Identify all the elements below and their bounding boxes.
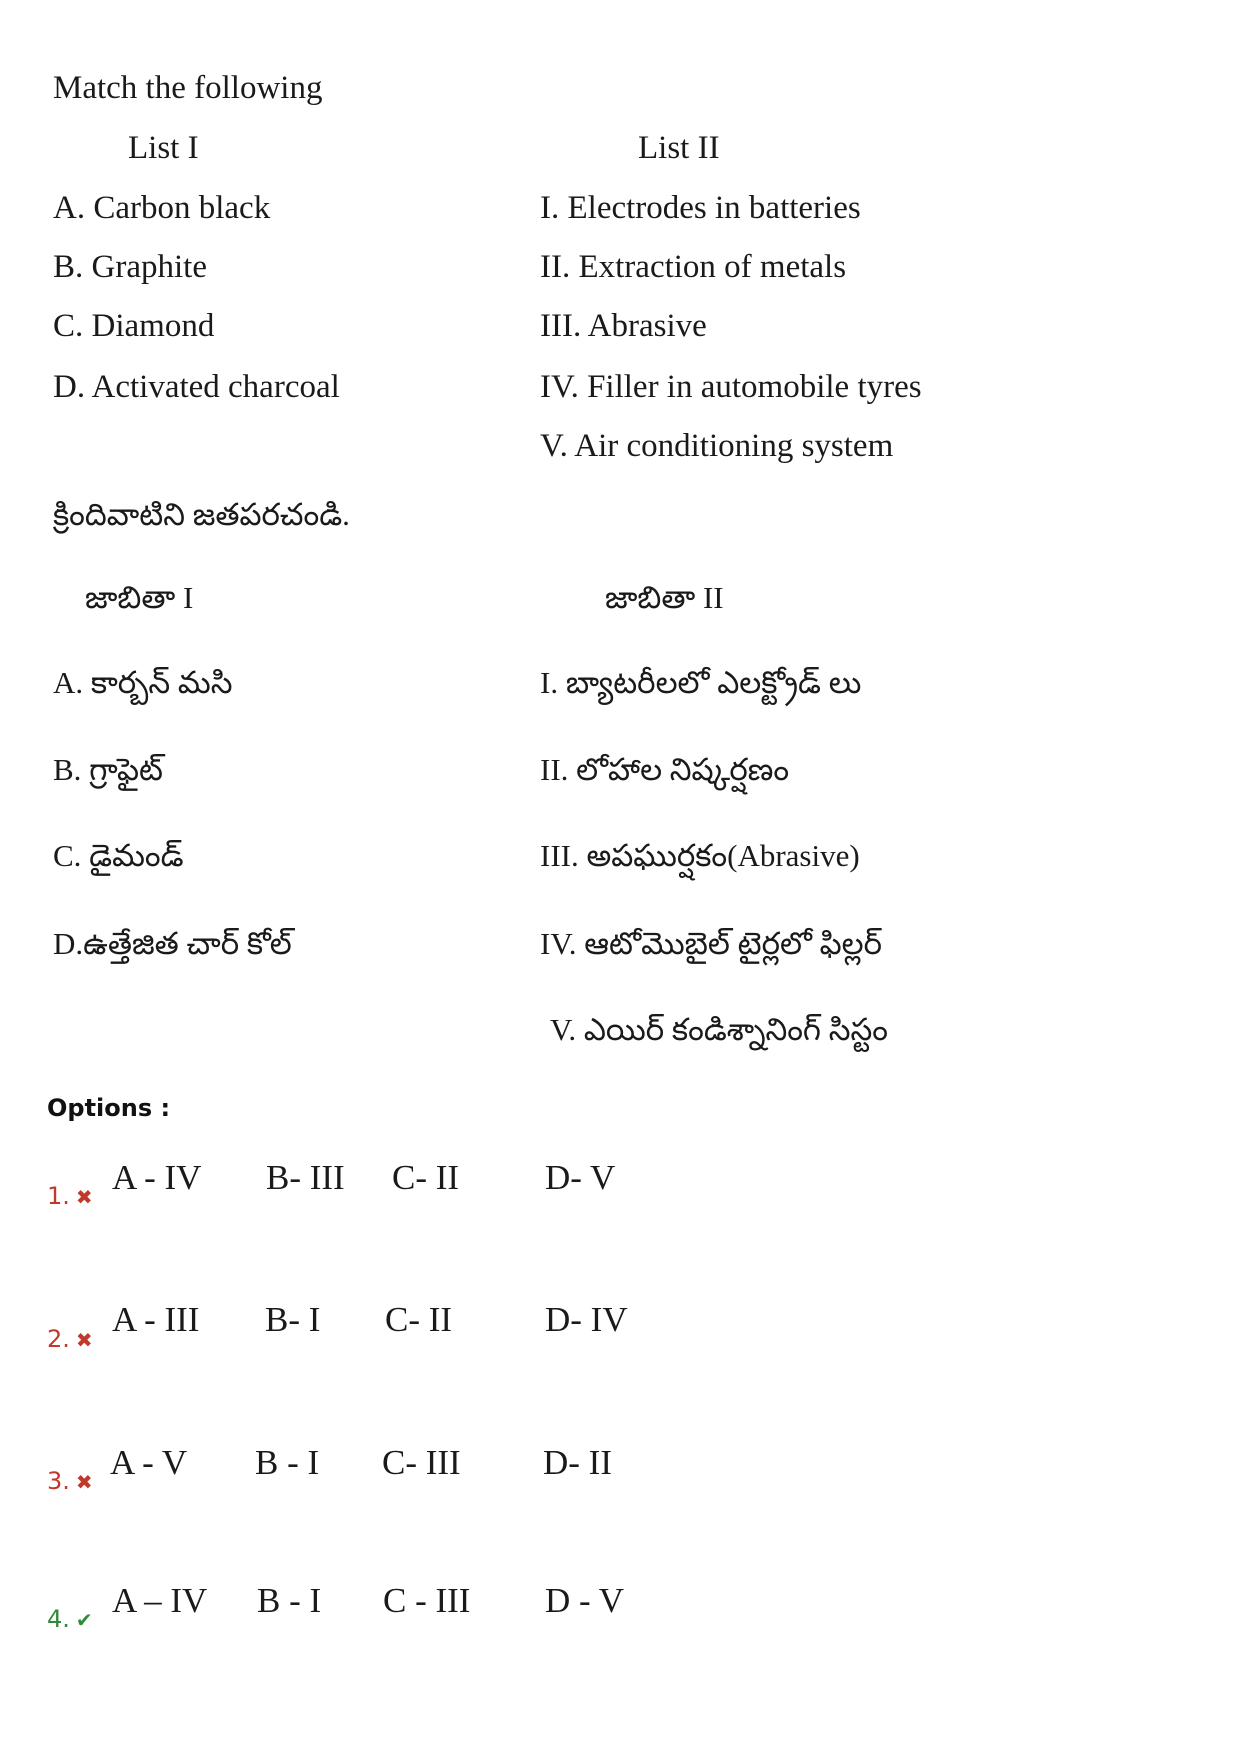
option-1-part-c: C- II [392,1158,460,1197]
telugu-list2-item-2: II. లోహాల నిష్కర్షణం [540,752,790,787]
list2-item-4: IV. Filler in automobile tyres [540,369,922,405]
option-4-part-a: A – IV [112,1581,208,1620]
option-3-marker[interactable] [47,1467,93,1495]
list1-item-d: D. Activated charcoal [53,369,340,405]
option-1-part-d: D- V [545,1158,616,1197]
option-3-part-c: C- III [382,1443,461,1482]
cross-icon: ✖ [75,1470,93,1494]
option-4-part-b: B - I [257,1581,322,1620]
option-4-part-d: D - V [545,1581,625,1620]
list2-item-1: I. Electrodes in batteries [540,190,861,226]
options-heading: Options : [47,1094,171,1122]
telugu-title: క్రిందివాటిని జతపరచండి. [53,497,350,532]
list1-item-b: B. Graphite [53,249,207,285]
option-4-part-c: C - III [383,1581,471,1620]
telugu-list2-heading: జాబితా II [605,580,724,615]
telugu-list2-item-1: I. బ్యాటరీలలో ఎలక్ట్రోడ్ లు [540,665,862,700]
checkmark-icon: ✔ [75,1608,93,1632]
option-2-part-d: D- IV [545,1300,628,1339]
telugu-list1-heading: జాబితా I [85,580,194,615]
telugu-list1-item-b: B. గ్రాఫైట్ [53,752,163,787]
list2-heading: List II [638,130,720,166]
list1-item-c: C. Diamond [53,308,215,344]
option-2-number: 2. [47,1325,70,1353]
list2-item-2: II. Extraction of metals [540,249,847,285]
option-2-marker[interactable] [47,1325,93,1353]
telugu-list2-item-5: V. ఎయిర్ కండిశ్నానింగ్ సిస్టం [550,1012,889,1047]
telugu-list1-item-d: D.ఉత్తేజిత చార్ కోల్ [53,926,292,961]
option-1-part-a: A - IV [112,1158,202,1197]
option-1-marker[interactable] [47,1182,93,1210]
option-1-number: 1. [47,1182,70,1210]
telugu-list2-item-4: IV. ఆటోమొబైల్ టైర్లలో ఫిల్లర్ [540,926,882,961]
list1-item-a: A. Carbon black [53,190,271,226]
option-4-number: 4. [47,1605,70,1633]
option-2-part-a: A - III [112,1300,200,1339]
option-3-number: 3. [47,1467,70,1495]
option-3-part-a: A - V [110,1443,188,1482]
list1-heading: List I [128,130,199,166]
cross-icon: ✖ [75,1185,93,1209]
option-3-part-d: D- II [543,1443,612,1482]
telugu-list1-item-c: C. డైమండ్ [53,838,184,873]
option-3-part-b: B - I [255,1443,320,1482]
option-1-part-b: B- III [266,1158,345,1197]
option-4-marker[interactable] [47,1605,93,1633]
telugu-list2-item-3: III. అపఘుర్షకం(Abrasive) [540,838,860,873]
list2-item-5: V. Air conditioning system [540,428,894,464]
cross-icon: ✖ [75,1328,93,1352]
option-2-part-c: C- II [385,1300,453,1339]
option-2-part-b: B- I [265,1300,321,1339]
list2-item-3: III. Abrasive [540,308,707,344]
question-title: Match the following [53,70,323,106]
telugu-list1-item-a: A. కార్బన్ మసి [53,665,233,700]
